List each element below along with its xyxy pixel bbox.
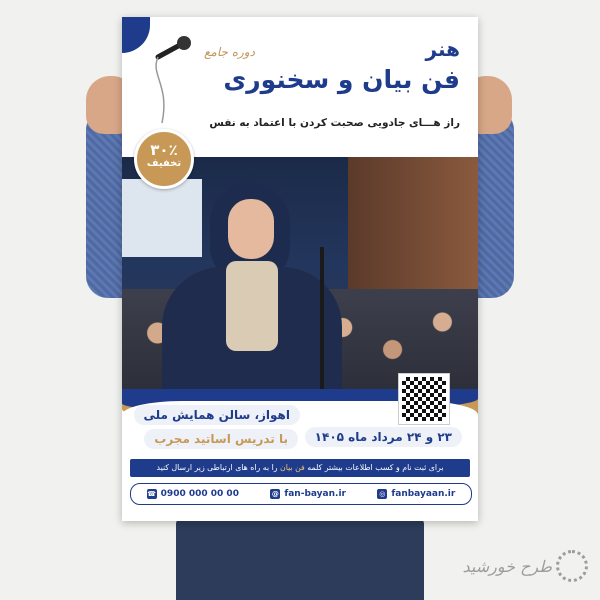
event-date: ۲۳ و ۲۴ مرداد ماه ۱۴۰۵ <box>305 427 462 447</box>
mic-stand <box>320 247 324 399</box>
page-title: فن بیان و سخنوری <box>223 65 460 94</box>
speaker-scarf <box>226 261 278 351</box>
contact-phone[interactable] <box>147 489 239 499</box>
location: اهواز، سالن همایش ملی <box>134 405 301 425</box>
qr-code-icon[interactable] <box>398 373 450 425</box>
subtitle: راز هـــای جادویی صحبت کردن با اعتماد به نفس <box>209 117 460 129</box>
watermark-text: طرح خورشید <box>462 556 552 576</box>
social-text: fanbayaan.ir <box>391 489 456 499</box>
web-icon: @ <box>271 490 279 498</box>
wood-panel <box>348 157 478 307</box>
title-top: هنر <box>425 37 460 61</box>
phone-icon: ☎ <box>147 490 157 498</box>
speaker-face <box>228 199 274 259</box>
projection-screen <box>122 179 202 257</box>
watermark-logo <box>463 550 589 582</box>
jeans <box>176 518 424 600</box>
event-poster <box>122 17 478 521</box>
note-highlight: فن بیان <box>280 463 305 472</box>
course-tag: دوره جامع <box>204 45 255 59</box>
sun-icon <box>556 550 588 582</box>
instagram-icon: ◎ <box>379 490 386 498</box>
microphone-icon <box>136 35 196 125</box>
discount-percent: ۳۰٪ <box>150 141 178 159</box>
note-post: را به راه های ارتباطی زیر ارسال کنید <box>156 463 281 472</box>
speaker-photo <box>122 157 478 399</box>
discount-label: تخفیف <box>146 158 182 169</box>
phone-text: 0900 000 00 00 <box>160 489 239 499</box>
registration-note <box>130 459 470 477</box>
contact-social[interactable] <box>377 489 455 499</box>
site-text: fan-bayan.ir <box>284 489 346 499</box>
teacher-info: با تدریس اساتید مجرب <box>144 429 298 449</box>
contact-site[interactable] <box>270 489 346 499</box>
discount-badge <box>134 129 194 189</box>
contact-bar <box>130 483 472 505</box>
note-pre: برای ثبت نام و کسب اطلاعات بیشتر کلمه <box>304 463 444 472</box>
